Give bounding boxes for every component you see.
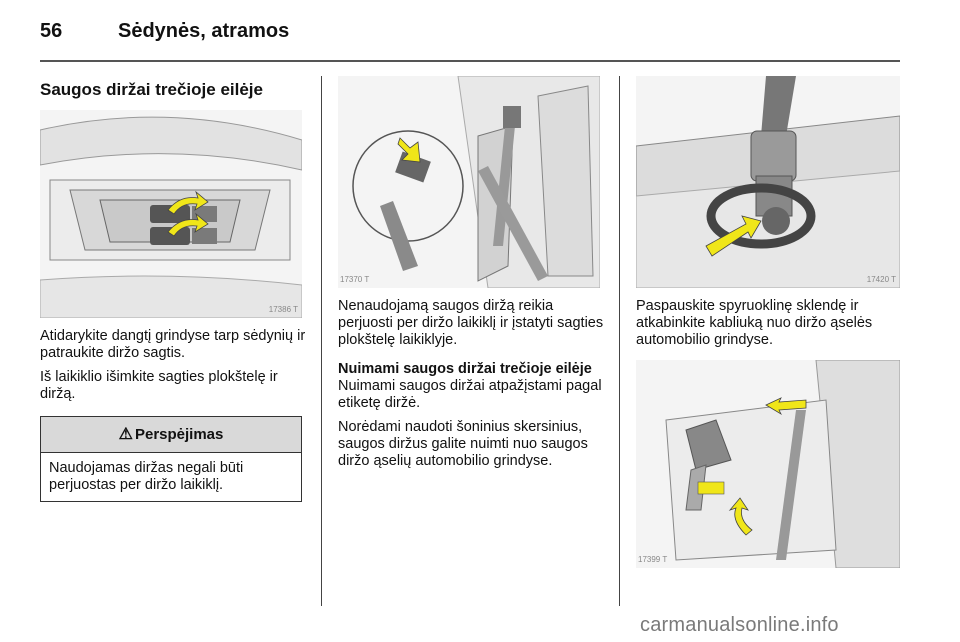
instruction-text-2	[338, 298, 608, 477]
warning-box	[40, 416, 302, 502]
watermark: carmanualsonline.info	[640, 614, 839, 636]
instruction-text-3	[636, 298, 906, 356]
figure-code: 17370 T	[340, 275, 370, 284]
subheading: Nuimami saugos diržai trečioje eilėje	[338, 361, 592, 377]
warning-header	[41, 417, 301, 453]
paragraph: Iš laikiklio išimkite sagties plokštelę ir diržą.	[40, 369, 278, 402]
column-divider-2	[619, 76, 620, 606]
paragraph: Nuimami saugos diržai atpažįstami pagal etiketę diržė.	[338, 378, 602, 411]
paragraph: Nenaudojamą saugos diržą reikia perjuosti per diržo laikiklį ir įstatyti sagties plokštelę laikiklyje.	[338, 298, 604, 348]
figure-belt-holder	[338, 76, 600, 288]
page-number: 56	[40, 20, 63, 42]
figure-floor-compartment	[40, 110, 302, 318]
paragraph: Paspauskite spyruoklinę sklendę ir atkabinkite kabliuką nuo diržo ąselės automobilio grindyse.	[636, 298, 873, 348]
figure-code: 17399 T	[638, 555, 668, 564]
instruction-text-1	[40, 328, 310, 410]
paragraph: Atidarykite dangtį grindyse tarp sėdynių ir patraukite diržo sagtis.	[40, 328, 306, 361]
column-divider-1	[321, 76, 322, 606]
figure-code: 17386 T	[268, 305, 298, 314]
page-title: Sėdynės, atramos	[118, 20, 290, 42]
figure-removable-belt	[636, 360, 900, 568]
figure-hook-eyelet	[636, 76, 900, 288]
paragraph: Norėdami naudoti šoninius skersinius, saugos diržus galite nuimti nuo saugos diržo ąselių automobilio grindyse.	[338, 419, 588, 469]
figure-code: 17420 T	[866, 275, 896, 284]
warning-title: Perspėjimas	[134, 426, 224, 443]
section-title: Saugos diržai trečioje eilėje	[40, 80, 263, 99]
warning-body: Naudojamas diržas negali būti perjuostas per diržo laikiklį.	[49, 460, 244, 493]
header-rule	[40, 60, 900, 62]
warning-icon: ⚠	[118, 426, 133, 443]
